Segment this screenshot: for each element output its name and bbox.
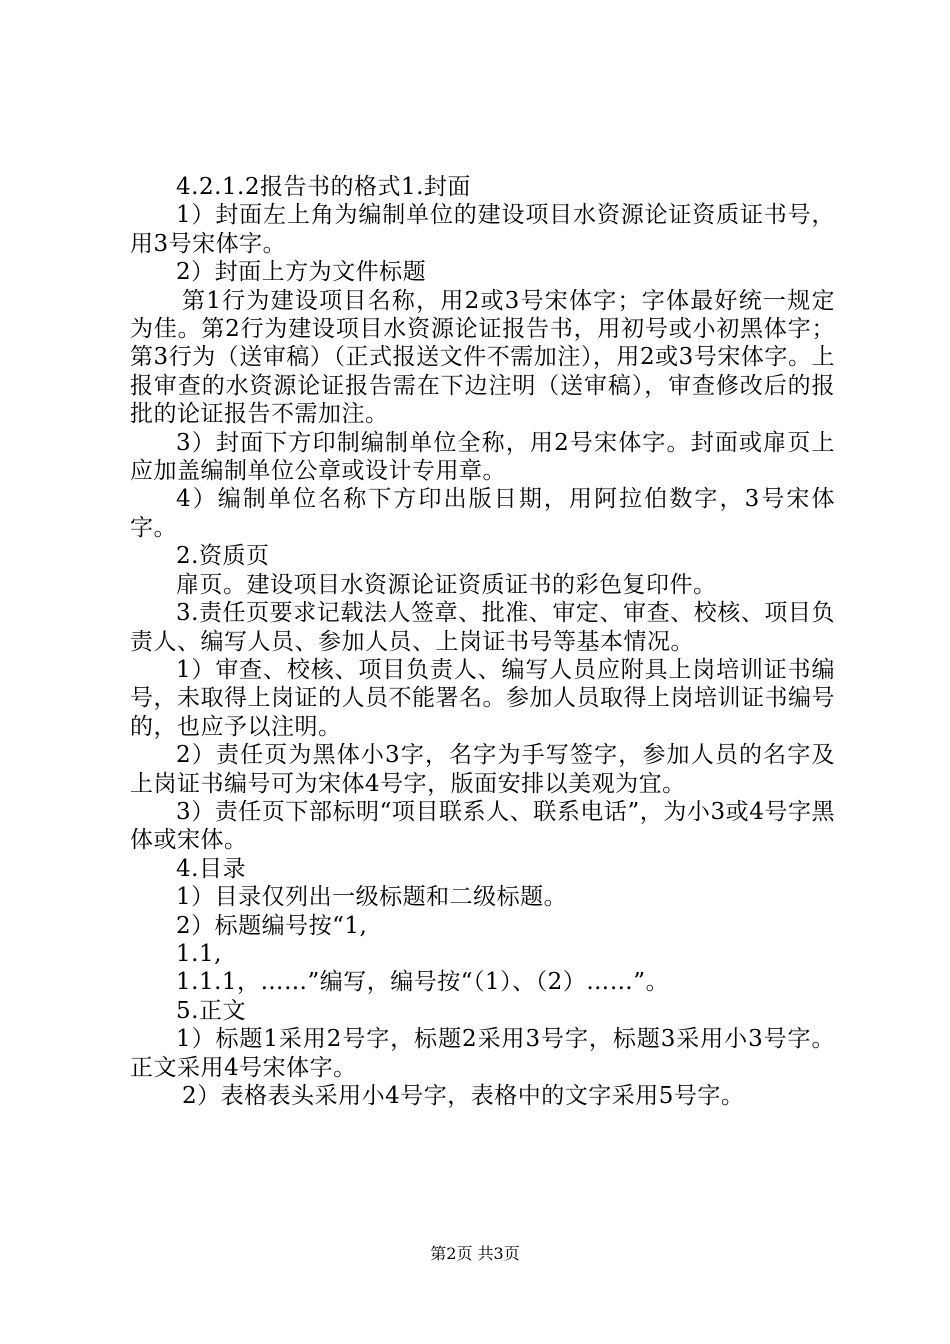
document-body	[130, 173, 835, 1110]
paragraph: 1）封面左上角为编制单位的建设项目水资源论证资质证书号，用3号宋体字。	[130, 202, 835, 257]
paragraph: 2.资质页	[176, 543, 270, 570]
paragraph: 扉页。建设项目水资源论证资质证书的彩色复印件。	[176, 571, 717, 598]
paragraph: 2）表格表头采用小4号字，表格中的文字采用5号字。	[182, 1083, 745, 1109]
paragraph: 5.正文	[176, 997, 246, 1024]
paragraph: 1）目录仅列出一级标题和二级标题。	[176, 884, 568, 911]
paragraph: 4.目录	[176, 855, 246, 882]
paragraph: 3）责任页下部标明“项目联系人、联系电话”，为小3或4号字黑体或宋体。	[130, 798, 835, 854]
paragraph: 2）责任页为黑体小3字，名字为手写签字，参加人员的名字及上岗证书编号可为宋体4号字，版面安排以美观为宜。	[130, 742, 835, 797]
paragraph: 4.2.1.2报告书的格式1.封面	[176, 174, 471, 200]
paragraph: 3）封面下方印制编制单位全称，用2号宋体字。封面或扉页上应加盖编制单位公章或设计专用章。	[130, 429, 835, 485]
paragraph: 1.1.1，……”编写，编号按“（1）、（2）……”。	[176, 969, 670, 996]
paragraph: 1）标题1采用2号字，标题2采用3号字，标题3采用小3号字。正文采用4号宋体字。	[130, 1026, 835, 1081]
page-number-footer: 第2页 共3页	[430, 1244, 520, 1263]
paragraph: 2）标题编号按“1,	[176, 912, 368, 939]
paragraph: 2）封面上方为文件标题	[176, 259, 427, 286]
paragraph: 3.责任页要求记载法人签章、批准、审定、审查、校核、项目负责人、编写人员、参加人员、上岗证书号等基本情况。	[130, 600, 835, 655]
paragraph: 第1行为建设项目名称，用2或3号宋体字；字体最好统一规定为佳。第2行为建设项目水资源论证报告书，用初号或小初黑体字；第3行为（送审稿）（正式报送文件不需加注），用2或3号宋体字。上报审查的水资源论证报告需在下边注明（送审稿），审查修改后的报批的论证报告不需加注。	[130, 287, 835, 428]
paragraph: 4）编制单位名称下方印出版日期，用阿拉伯数字，3号宋体字。	[130, 486, 835, 541]
paragraph: 1.1,	[176, 940, 222, 967]
paragraph: 1）审查、校核、项目负责人、编写人员应附具上岗培训证书编号，未取得上岗证的人员不能署名。参加人员取得上岗培训证书编号的，也应予以注明。	[130, 656, 835, 740]
